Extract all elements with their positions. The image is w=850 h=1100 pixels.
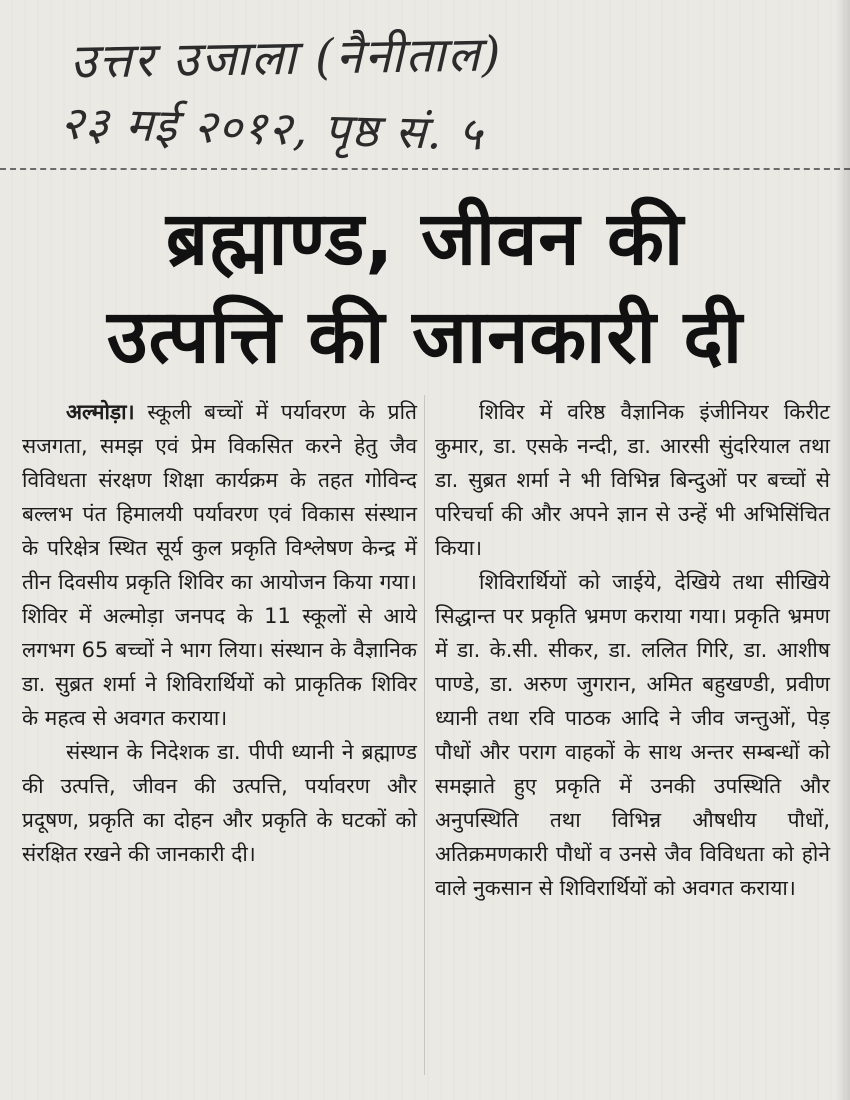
handwritten-date-page: २३ मई २०१२, पृष्ठ सं. ५	[59, 95, 484, 161]
article-paragraph: शिविरार्थियों को जाईये, देखिये तथा सीखिये सिद्धान्त पर प्रकृति भ्रमण कराया गया। प्रकृति भ्रमण में डा. के.सी. सीकर, डा. ललित गिरि, डा. आशीष पाण्डे, डा. अरुण जुगरान, अमित बहुखण्डी, प्रवीण ध्यानी तथा रवि पाठक आदि ने जीव जन्तुओं, पेड़ पौधों और पराग वाहकों के साथ अन्तर सम्बन्धों को समझाते हुए प्रकृति में उनकी उपस्थिति और अनुपस्थिति तथा विभिन्न औषधीय पौधों, अतिक्रमणकारी पौधों व उनसे जैव विविधता को होने वाले नुकसान से शिविरार्थियों को अवगत कराया।	[435, 570, 830, 900]
article-paragraph: संस्थान के निदेशक डा. पीपी ध्यानी ने ब्रह्माण्ड की उत्पत्ति, जीवन की उत्पत्ति, पर्यावरण और प्रदूषण, प्रकृति का दोहन और प्रकृति के घटकों को संरक्षित रखने की जानकारी दी।	[22, 740, 417, 866]
article-paragraph	[22, 395, 417, 735]
article-headline	[20, 190, 830, 386]
page-edge-shadow	[836, 0, 850, 1100]
article-paragraph: शिविर में वरिष्ठ वैज्ञानिक इंजीनियर किरीट कुमार, डा. एसके नन्दी, डा. आरसी सुंदरियाल तथा डा. सुब्रत शर्मा ने भी विभिन्न बिन्दुओं पर बच्चों से परिचर्चा की और अपने ज्ञान से उन्हें भी अभिसिंचित किया।	[435, 400, 830, 560]
article-column-left	[22, 395, 417, 871]
handwritten-source-note	[40, 18, 740, 161]
headline-line-1: ब्रह्माण्ड, जीवन की	[165, 196, 685, 282]
dateline: अल्मोड़ा।	[66, 400, 135, 424]
headline-line-2: उत्पत्ति की जानकारी दी	[107, 294, 743, 380]
handwritten-newspaper-name: उत्तर उजाला (नैनीताल)	[69, 26, 503, 90]
article-column-right	[435, 395, 830, 905]
paragraph-text: स्कूली बच्चों में पर्यावरण के प्रति सजगता, समझ एवं प्रेम विकसित करने हेतु जैव विविधता संरक्षण शिक्षा कार्यक्रम के तहत गोविन्द बल्लभ पंत हिमालयी पर्यावरण एवं विकास संस्थान के परिक्षेत्र स्थित सूर्य कुल प्रकृति विश्लेषण केन्द्र में तीन दिवसीय प्रकृति शिविर का आयोजन किया गया। शिविर में अल्मोड़ा जनपद के 11 स्कूलों से आये लगभग 65 बच्चों ने भाग लिया। संस्थान के वैज्ञानिक डा. सुब्रत शर्मा ने शिविरार्थियों को प्राकृतिक शिविर के महत्व से अवगत कराया।	[22, 400, 417, 730]
article-body	[22, 395, 832, 1085]
clipping-cut-line	[0, 168, 850, 170]
column-divider	[424, 395, 425, 1075]
